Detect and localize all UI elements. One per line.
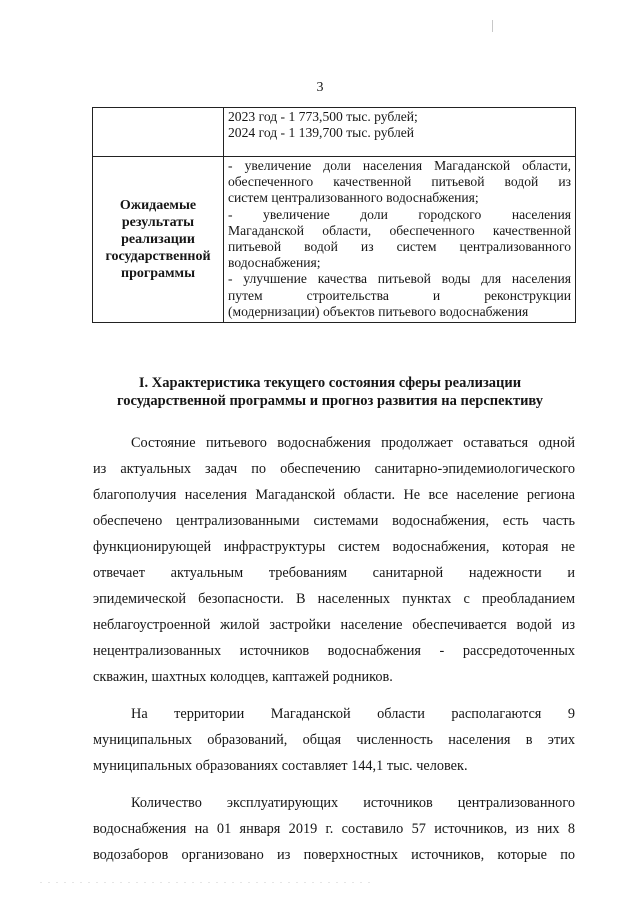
text-line: муниципальных образований, общая численность населения в этих	[93, 732, 575, 748]
scan-footer-noise: . . . . . . . . . . . . . . . . . . . . . . . . . . . . . . . . . . . . . . . . . .	[40, 876, 372, 884]
text-line: благополучия населения Магаданской области. Не все население региона	[93, 487, 575, 503]
page-number: 3	[316, 80, 324, 95]
text-line: На территории Магаданской области располагаются 9	[131, 706, 575, 722]
text-line: скважин, шахтных колодцев, каптажей родников.	[93, 669, 393, 685]
table-value-funding	[224, 108, 576, 157]
paragraph-municipalities	[93, 701, 575, 779]
label-line: государственной	[105, 249, 211, 265]
table-value-line: - увеличение доли населения Магаданской области,	[228, 158, 571, 173]
table-label-empty	[93, 108, 224, 157]
table-value-line: 2023 год - 1 773,500 тыс. рублей;	[228, 109, 418, 124]
text-line: нецентрализованных источников водоснабжения - рассредоточенных	[93, 643, 575, 659]
text-line: муниципальных образованиях составляет 144,1 тыс. человек.	[93, 758, 468, 774]
table-label-expected-results	[93, 157, 224, 323]
text-line: водоснабжения на 01 января 2019 г. составило 57 источников, из них 8	[93, 821, 575, 837]
label-line: результаты	[121, 215, 195, 231]
paragraph-water-sources	[93, 790, 575, 868]
text-line: водозаборов организовано из поверхностных источников, которые по	[93, 847, 575, 863]
label-line: реализации	[121, 232, 195, 248]
text-line: функционирующей инфраструктуры систем водоснабжения, которая не	[93, 539, 575, 555]
text-line: неблагоустроенной жилой застройки население обеспечивается водой из	[93, 617, 575, 633]
section-heading	[80, 374, 580, 410]
text-line: Состояние питьевого водоснабжения продолжает оставаться одной	[131, 435, 575, 451]
table-value-line: обеспеченного качественной питьевой водой из	[228, 174, 571, 190]
table-row-expected-results	[93, 157, 576, 323]
table-value-line: Магаданской области, обеспеченного качественной	[228, 222, 571, 238]
text-line: из актуальных задач по обеспечению санитарно-эпидемиологического	[93, 461, 575, 477]
table-value-line: (модернизации) объектов питьевого водоснабжения	[228, 303, 529, 319]
body-text	[93, 430, 575, 879]
label-line: Ожидаемые	[119, 198, 197, 214]
program-passport-table	[92, 107, 576, 323]
table-value-expected-results	[224, 157, 576, 323]
table-value-line: - увеличение доли городского населения	[228, 206, 571, 222]
heading-line: I. Характеристика текущего состояния сферы реализации	[138, 375, 522, 391]
label-line: программы	[121, 266, 195, 282]
table-value-line: путем строительства и реконструкции	[228, 287, 571, 303]
paragraph-water-supply-state	[93, 430, 575, 690]
table-value-line: - улучшение качества питьевой воды для населения	[228, 271, 571, 287]
table-value-line: 2024 год - 1 139,700 тыс. рублей	[228, 125, 415, 141]
table-value-line: водоснабжения;	[228, 255, 321, 271]
text-line: эпидемической безопасности. В населенных пунктах с преобладанием	[93, 591, 575, 607]
scan-mark	[492, 20, 493, 32]
text-line: обеспечено централизованными системами водоснабжения, есть часть	[93, 513, 575, 529]
table-row-funding	[93, 108, 576, 157]
text-line: отвечает актуальным требованиям санитарной надежности и	[93, 565, 575, 581]
heading-line: государственной программы и прогноз развития на перспективу	[116, 393, 544, 409]
table-value-line: питьевой водой из систем централизованного	[228, 239, 571, 255]
text-line: Количество эксплуатирующих источников централизованного	[131, 795, 575, 811]
table-value-line: систем централизованного водоснабжения;	[228, 190, 479, 206]
